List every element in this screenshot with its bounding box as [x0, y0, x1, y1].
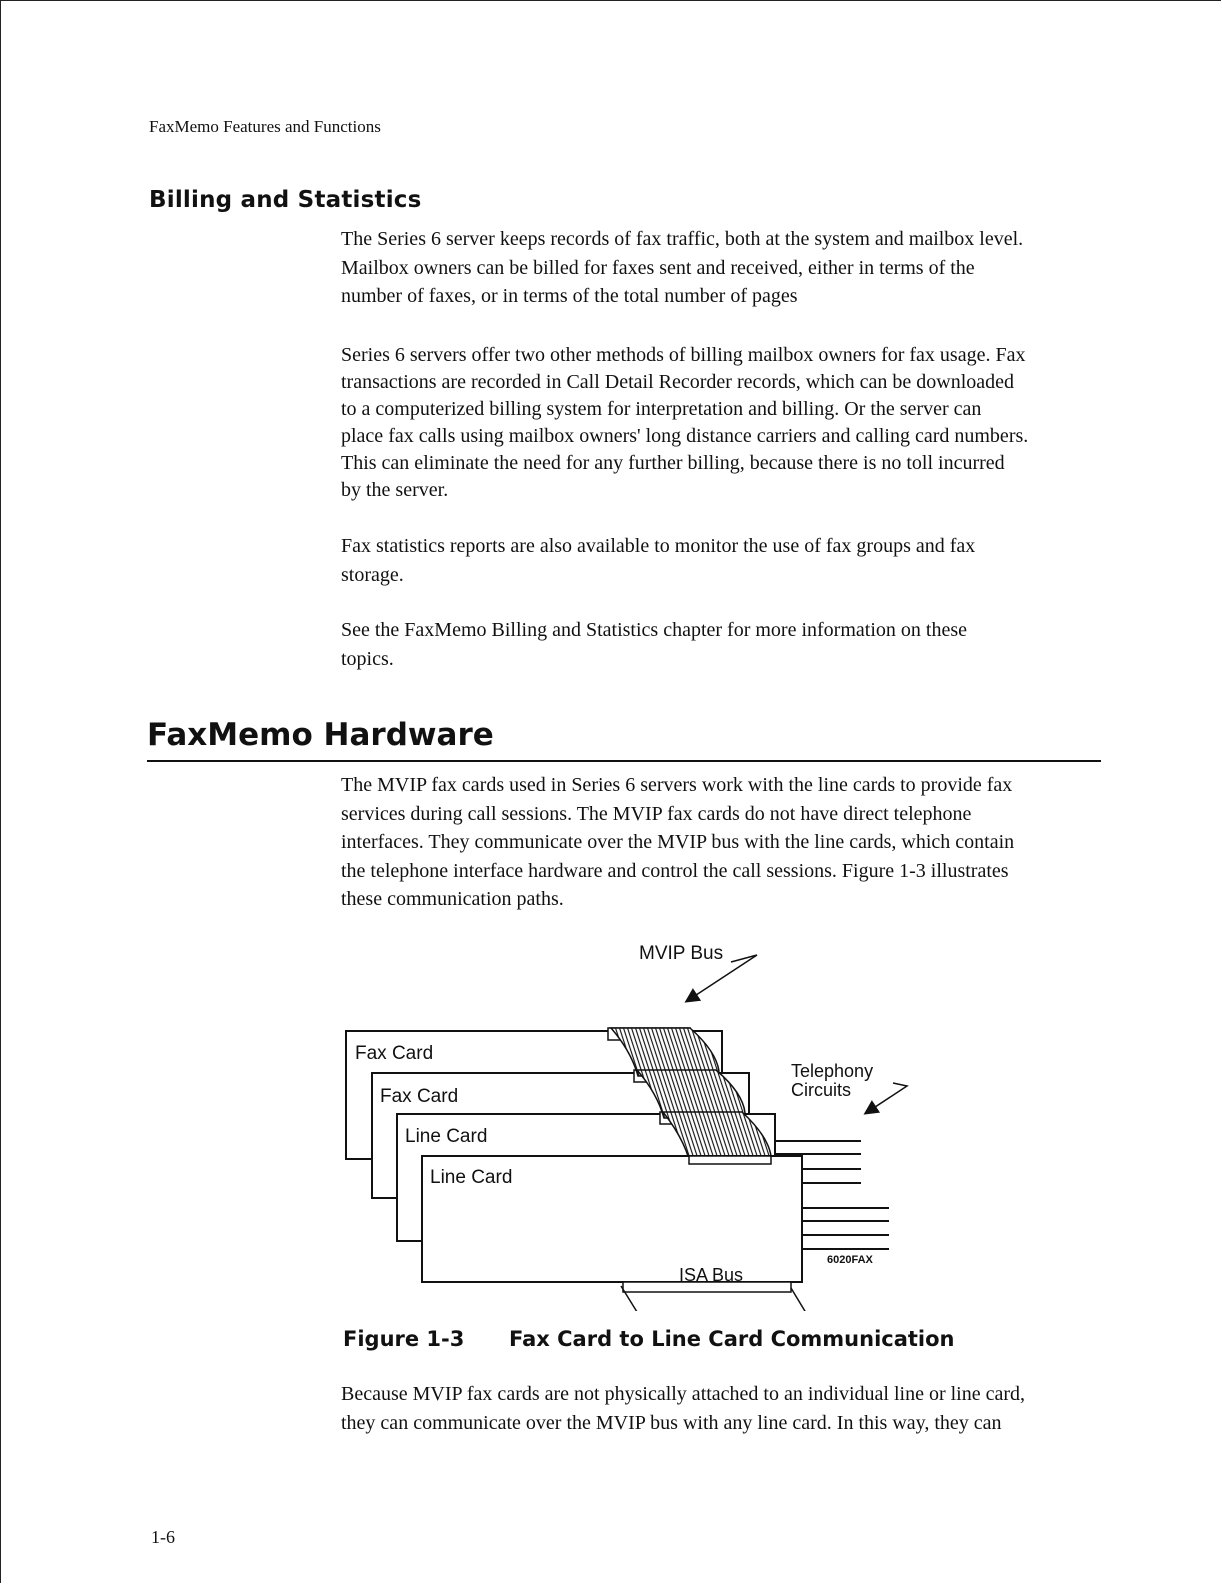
- line-card-2-label: Line Card: [430, 1167, 513, 1188]
- telephony-label-line-2: Circuits: [791, 1080, 852, 1100]
- fax-card-1-label: Fax Card: [355, 1043, 434, 1064]
- figure-code: 6020FAX: [827, 1254, 873, 1266]
- billing-paragraph-4: See the FaxMemo Billing and Statistics chapter for more information on these topics.: [341, 619, 967, 670]
- heading-rule: [147, 760, 1101, 762]
- mvip-bus-label: MVIP Bus: [639, 943, 724, 964]
- isa-bus-line-right: [791, 1288, 823, 1311]
- billing-paragraph-2: Series 6 servers offer two other methods of billing mailbox owners for fax usage. Fax transactions are recorded in Call Detail Recorder records, which can be downloaded to a computerized billing system for interpretation and billing. Or the server can place fax calls using mailbox owners' long distance carriers and calling card numbers. This can eliminate the need for any further billing, because there is no toll incurred by the server.: [341, 344, 1029, 501]
- running-header: FaxMemo Features and Functions: [149, 117, 381, 136]
- isa-bus-label: ISA Bus: [679, 1265, 744, 1285]
- closing-paragraph: Because MVIP fax cards are not physically attached to an individual line or line card, they can communicate over the MVIP bus with any line card. In this way, they can: [341, 1383, 1026, 1434]
- page-number: 1-6: [151, 1527, 175, 1547]
- figure-title: Fax Card to Line Card Communication: [509, 1327, 955, 1351]
- fax-card-diagram: [331, 931, 911, 1311]
- section-heading-billing: Billing and Statistics: [149, 187, 422, 213]
- line-card-1-label: Line Card: [405, 1126, 488, 1147]
- fax-card-2-label: Fax Card: [380, 1086, 459, 1107]
- telephony-arrow-icon: [866, 1083, 907, 1113]
- telephony-label-line-1: Telephony: [791, 1061, 874, 1081]
- figure-number: Figure 1-3: [343, 1327, 465, 1351]
- hardware-paragraph: The MVIP fax cards used in Series 6 servers work with the line cards to provide fax services during call sessions. The MVIP fax cards do not have direct telephone interfaces. They communicate over the MVIP bus with the line cards, which contain the telephone interface hardware and control the call sessions. Figure 1-3 illustrates these communication paths.: [341, 774, 1015, 910]
- section-heading-hardware: FaxMemo Hardware: [147, 717, 494, 753]
- billing-paragraph-3: Fax statistics reports are also available to monitor the use of fax groups and fax storage.: [341, 535, 976, 586]
- billing-paragraph-1: The Series 6 server keeps records of fax traffic, both at the system and mailbox level. Mailbox owners can be billed for faxes sent and received, either in terms of the number of faxes, or in terms of the total number of pages: [341, 228, 1024, 307]
